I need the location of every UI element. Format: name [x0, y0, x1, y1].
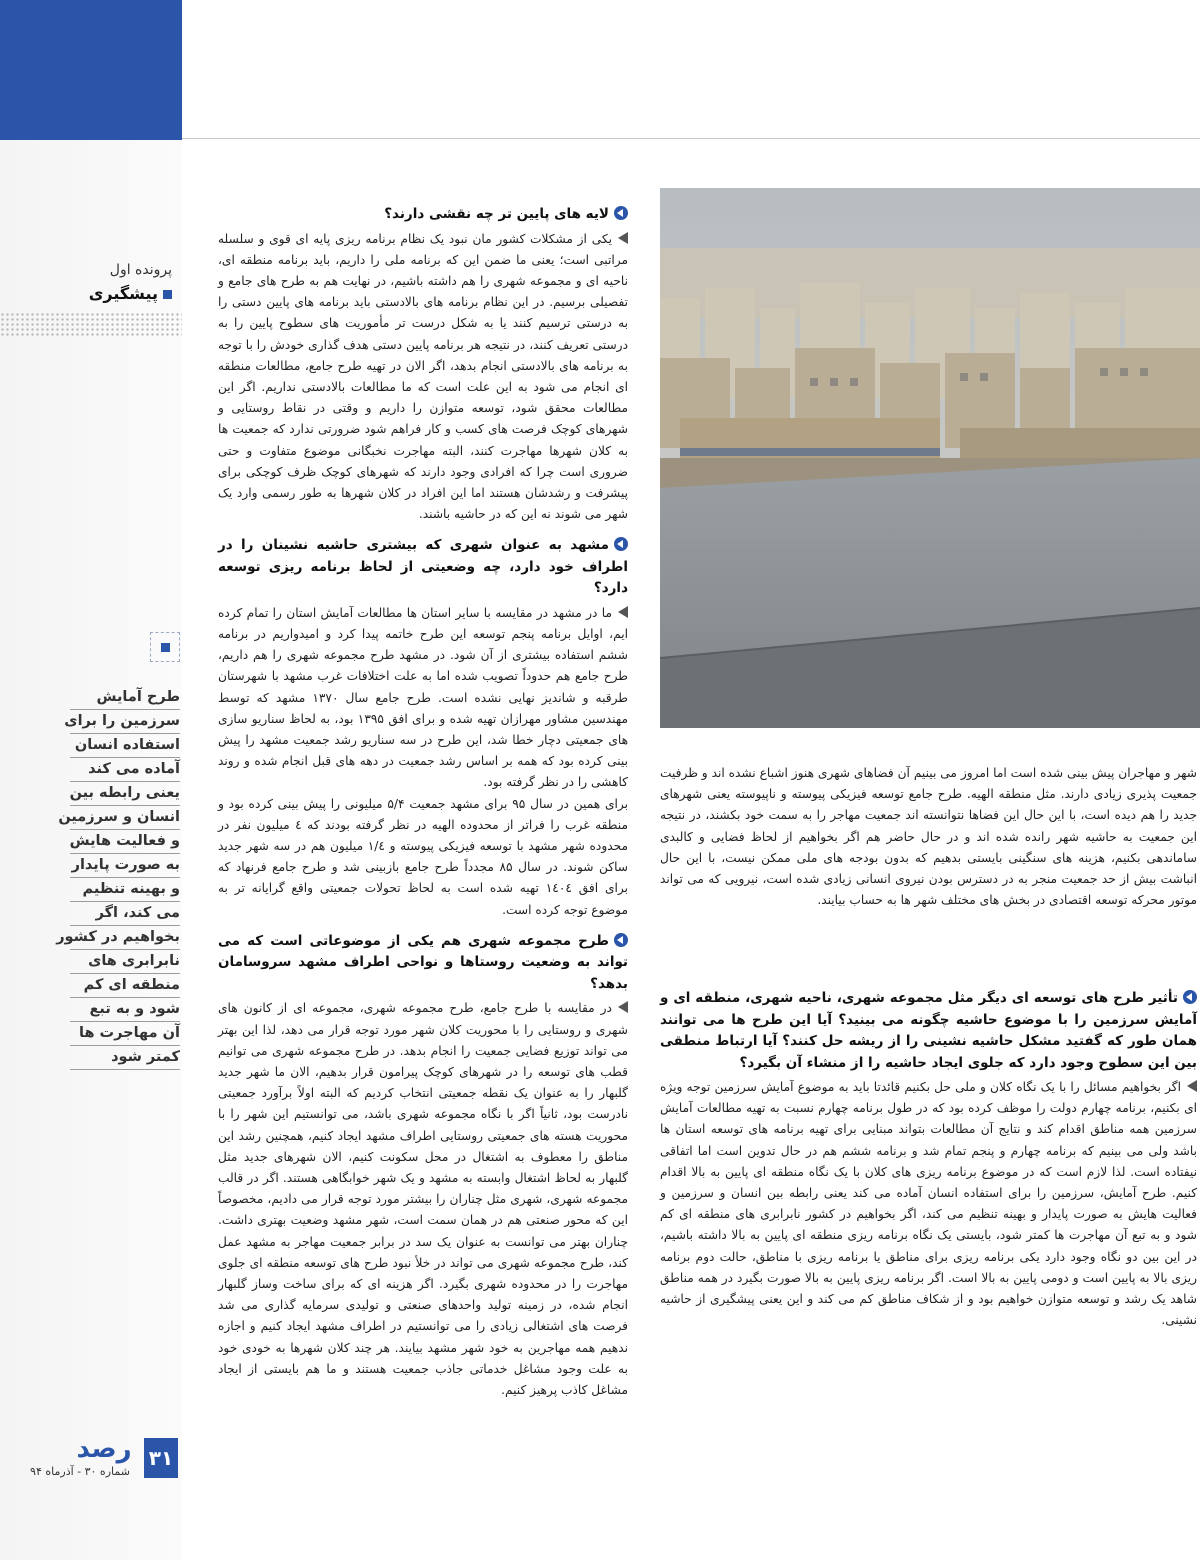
city-rooftop-photo: [660, 188, 1200, 728]
pull-quote-line: منطقه ای کم: [70, 974, 180, 998]
magazine-logo: رصد: [76, 1434, 132, 1464]
article-column-right-bottom: [660, 988, 1197, 1331]
pull-quote-line: یعنی رابطه بین: [70, 782, 180, 806]
page-number: ۳۱: [144, 1438, 178, 1478]
answer-arrow-icon: [1187, 1080, 1197, 1092]
article-column-right-top: [660, 763, 1197, 911]
question-icon: [614, 537, 628, 551]
pull-quote-line: می کند، اگر: [70, 902, 180, 926]
pull-quote-line: شود و به تبع: [70, 998, 180, 1022]
section-topic: پیشگیری: [89, 284, 172, 303]
pull-quote-line: و فعالیت هایش: [70, 830, 180, 854]
answer-arrow-icon: [618, 1001, 628, 1013]
question-icon: [1183, 990, 1197, 1004]
pull-quote-line: آماده می کند: [70, 758, 180, 782]
interview-question: تأثیر طرح های توسعه ای دیگر مثل مجموعه شهری، ناحیه شهری، منطقه ای و آمایش سرزمین را با موضوع حاشیه چگونه می بینید؟ آیا این طرح ها می توانند همان طور که گفتید مشکل حاشیه نشینی را از ریشه حل کنند؟ آیا ارتباط منطقی بین این سطوح وجود دارد که جلوی ایجاد حاشیه را از منشاء آن بگیرد؟: [660, 990, 1197, 1071]
answer-arrow-icon: [618, 232, 628, 244]
pull-quote-line: کمتر شود: [70, 1046, 180, 1070]
pull-quote-line: طرح آمایش: [70, 686, 180, 710]
interview-answer-continued: برای همین در سال ۹۵ برای مشهد جمعیت ۵/۴ میلیونی را پیش بینی کرده بود و منطقه غرب را فراتر از محدوده الهیه در نظر گرفته بودند که ٤ میلیون نفر در محدوده شهر مشهد با توسعه فیزیکی پیوسته و ۱/٤ میلیون هم در سه شهر جدید ساکن شوند. در سال ۸۵ مجدداً طرح جامع بازبینی شد و طرح جامع فرنهاد که برای افق ۱٤۰٤ تهیه شده است به لحاظ تحولات جمعیتی واقع گرایانه تر به موضوع توجه کرده است.: [218, 796, 629, 917]
interview-answer: اگر بخواهیم مسائل را با یک نگاه کلان و ملی حل بکنیم قائدتا باید به موضوع آمایش سرزمین توجه ویژه ای بکنیم، برنامه چهارم دولت را موظف کرده بود که در طول برنامه چهارم نسبت به تهیه مطالعات آمایش سرزمین همه مناطق اقدام کند و نتایج آن مطالعات بتواند مبنایی برای تهیه برنامه های توسعه استان ها باشد ولی می بینیم که برنامه چهارم و پنجم تمام شد و برنامه ششم هم در حال تدوین است اما اتفاقی نیفتاده است. لذا لازم است که در موضوع برنامه ریزی های کلان با یک نگاه منطقه ای پایین به بالا اقدام کنیم. طرح آمایش، سرزمین را برای استفاده انسان آماده می کند یعنی رابطه بین انسان و سرزمین و فعالیت هایش به صورت پایدار و بهینه تنظیم می کند، اگر بخواهیم در کشور نابرابری های منطقه ای کم شود و به تبع آن مهاجرت ها کمتر شود، بایستی یک نگاه برنامه ریزی منطقه ای پایین به بالا داشته باشیم، در این بین دو نگاه وجود دارد یکی برنامه ریزی برای مناطق یا برنامه ریزی با مناطق، حالت دوم برنامه ریزی بالا به پایین است و دومی پایین به بالا است. اگر برنامه ریزی پایین به بالا صورت بگیرد در همه مناطق شاهد یک رشد و توسعه متوازن خواهیم بود و از شکاف مناطق کم می کند و این یعنی پیشگیری از حاشیه نشینی.: [660, 1080, 1197, 1328]
interview-question: مشهد به عنوان شهری که بیشتری حاشیه نشینان را در اطراف خود دارد، چه وضعیتی از لحاظ برنامه ریزی توسعه دارد؟: [218, 537, 628, 597]
pull-quote-line: نابرابری های: [70, 950, 180, 974]
question-icon: [614, 933, 628, 947]
pull-quote: [56, 686, 180, 1070]
dotted-pattern-divider: [0, 312, 182, 338]
interview-answer: یکی از مشکلات کشور مان نبود یک نظام برنامه ریزی پایه ای قوی و سلسله مراتبی است؛ یعنی ما ضمن این که برنامه ملی را داریم، باید برنامه منطقه ای، ناحیه ای و مجموعه شهری را هم داشته باشیم، در نهایت هم به طرح های جامع و تفصیلی برسیم. در این نظام برنامه های بالادستی باید برنامه های پایین دستی را به درستی ترسیم کنند یا به شکل درست تر مأموریت های سطوح پایین را به درستی تعریف کنند، در نتیجه هر برنامه پایین دستی هدف گذاری خودش را با توجه به برنامه های بالادستی انجام بدهد، اگر الان در تهیه طرح جامع، مطالعات منطقه ای انجام می شود به این علت است که ما مطالعات بالادستی نداریم. اگر این مطالعات محقق شود، توسعه متوازن را داریم و وقتی در نقاط روستایی و شهرهای کوچک فرصت های کسب و کار فراهم شود ضرورتی ندارد که جمعیت ها به کلان شهرها مهاجرت کنند، البته مهاجرت نخبگانی موضوع متفاوت و حتی ضروری است چرا که افرادی وجود دارند که شهرهای کوچک ظرف کوچکی برای پیشرفت و رشدشان هستند اما این افراد در کلان شهرها به طور رسمی وارد یک شهر می شوند نه این که در حاشیه باشند.: [218, 231, 628, 522]
header-rule: [182, 138, 1200, 139]
pull-quote-line: به صورت پایدار: [70, 854, 180, 878]
pull-quote-line: آن مهاجرت ها: [70, 1022, 180, 1046]
question-icon: [614, 206, 628, 220]
article-column-left: [218, 204, 628, 1401]
pull-quote-line: و بهینه تنظیم: [70, 878, 180, 902]
pull-quote-line: استفاده انسان: [70, 734, 180, 758]
pull-quote-line: سرزمین را برای: [70, 710, 180, 734]
quote-box-icon: [150, 632, 180, 662]
pull-quote-line: انسان و سرزمین: [70, 806, 180, 830]
answer-arrow-icon: [618, 606, 628, 618]
header-color-block: [0, 0, 182, 140]
pull-quote-line: بخواهیم در کشور: [70, 926, 180, 950]
article-paragraph: شهر و مهاجران پیش بینی شده است اما امروز می بینیم آن فضاهای شهری هنوز اشباع نشده اند و ظرفیت جمعیت پذیری زیادی دارند. مثل منطقه الهیه. طرح جامع توسعه فیزیکی پیوسته و ناپیوسته یعنی شهرهای جدید را هم دیده است، با این حال این فضاها نتوانسته اند جمعیت مهاجر را به سمت خود بکشند، در نتیجه این جمعیت به حاشیه شهر رانده شده اند و در حال حاضر هم اگر بخواهیم از لحاظ فضایی و کالبدی ساماندهی بکنیم، هزینه های سنگینی بایستی بدهیم که بدون بودجه های ملی ممکن نیست، با این حال انباشت بیش از حد جمعیت منجر به در دسترس بودن نیروی انسانی زیادی شده است، نیرویی که می تواند موتور محرکه توسعه اقتصادی در بخش های مختلف شهر ها به حساب بیایند.: [660, 766, 1197, 908]
issue-info: شماره ۳۰ - آذرماه ۹۴: [30, 1465, 130, 1478]
interview-answer: ما در مشهد در مقایسه با سایر استان ها مطالعات آمایش استان را تمام کرده ایم، اوایل برنامه پنجم توسعه این طرح خاتمه پیدا کرد و امیدواریم در برنامه ششم استفاده بیشتری از آن شود. در مشهد طرح مجموعه شهری را هم داریم، طرح جامع هم حدوداً تصویب شده اما به علت اختلافات غرب مشهد با شهرستان طرقبه و شاندیز نهایی نشده است. طرح جامع سال ۱۳۷۰ مشهد که توسط مهندسین مشاور مهرازان تهیه شده و برای افق ۱۳۹۵ بود، به لحاظ سناریو سازی های جمعیتی دچار خطا شد، این طرح در سه سناریو رشد جمعیت مشهد را پیش بینی کرده بود که همه بر اساس رشد جمعیت در دهه های قبل انجام شده و روند کاهشی را در نظر گرفته بود.: [218, 605, 629, 790]
square-bullet-icon: [163, 290, 172, 299]
photo-illustration: [660, 188, 1200, 728]
interview-answer: در مقایسه با طرح جامع، طرح مجموعه شهری، مجموعه ای از کانون های شهری و روستایی را با محوریت کلان شهر مورد توجه قرار می دهد، لذا این بهتر می تواند توزیع فضایی جمعیت را انجام بدهد. در طرح مجموعه شهری می توانیم قطب های توسعه را در شهرهای کوچک پیرامون قرار بدهیم، الان ما شهر جدید گلبهار را به عنوان یک نقطه جمعیتی انتخاب کردیم که البته اولاً برآورد جمعیتی نادرست بود، ثانیاً اگر با نگاه مجموعه شهری باشد، می توانستیم این شهر را با محوریت هسته های جمعیتی روستایی اطراف مشهد ایجاد کنیم، همچنین رشد این مناطق را معطوف به اشتغال در محل سکونت کنیم، الان شهرهای جدید مثل گلبهار به لحاظ اشتغال وابسته به مشهد و یک شهر خوابگاهی هستند. اگر در قالب مجموعه شهری، شهری مثل چناران را بیشتر مورد توجه قرار می دادیم، مخصوصاً این که محور صنعتی هم در همان سمت است، شهر مشهد وضعیت بهتری داشت. چناران بهتر می توانست به عنوان یک سد در برابر جمعیت مهاجر به مشهد عمل کند، طرح مجموعه شهری می تواند در خلأ نبود طرح های توسعه منطقه ای جلوی مهاجرت را در محدوده شهری بگیرد. اگر هزینه ای که برای ساخت وساز گلبهار انجام شده، در زمینه تولید واحدهای صنعتی و تولیدی سرمایه گذاری می شد فرصت های اشتغالی زیادی را می توانستیم در اطراف مشهد ایجاد کنیم و اجازه ندهیم همه مهاجرین به خود شهر مشهد بیایند. هر چند کلان شهرها به خودی خود به علت وجود مشاغل خدماتی جاذب جمعیت هستند و ما هم بایستی از ایجاد مشاغل کاذب پرهیز کنیم.: [218, 1001, 628, 1398]
section-label: [0, 262, 172, 303]
section-file-label: پرونده اول: [109, 262, 172, 278]
interview-question: لایه های پایین تر چه نقشی دارند؟: [218, 204, 628, 226]
interview-question: طرح مجموعه شهری هم یکی از موضوعاتی است که می تواند به وضعیت روستاها و نواحی اطراف مشهد سروسامان بدهد؟: [218, 932, 628, 992]
